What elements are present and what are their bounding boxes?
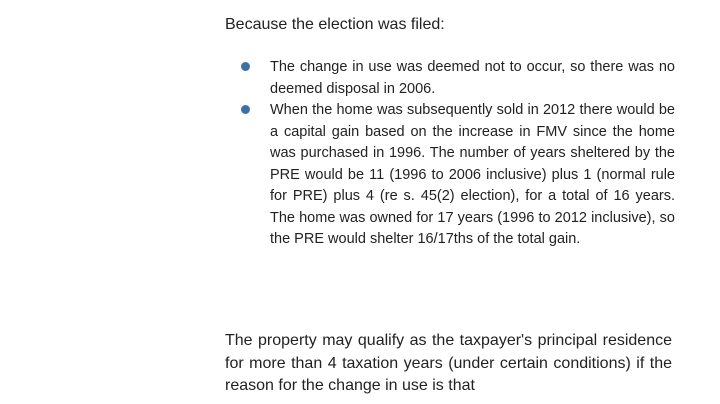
bullet-text-1: The change in use was deemed not to occur, so there was no deemed disposal in 2006. — [270, 59, 675, 97]
intro-paragraph: Because the election was filed: — [225, 16, 445, 33]
bullet-dot-icon — [241, 62, 250, 71]
bullet-item-2 — [240, 100, 675, 251]
closing-paragraph: The property may qualify as the taxpayer's principal residence for more than 4 taxation years (under certain conditions) if the reason for the change in use is that — [225, 332, 672, 394]
bullet-list — [240, 57, 675, 251]
bullet-text-2: When the home was subsequently sold in 2012 there would be a capital gain based on the increase in FMV since the home was purchased in 1996. The number of years sheltered by the PRE would be 11 (1996 to 2006 inclusive) plus 1 (normal rule for PRE) plus 4 (re s. 45(2) election), for a total of 16 years. The home was owned for 17 years (1996 to 2012 inclusive), so the PRE would shelter 16/17ths of the total gain. — [270, 102, 675, 247]
bullet-dot-icon — [241, 105, 250, 114]
bullet-item-1 — [240, 57, 675, 100]
